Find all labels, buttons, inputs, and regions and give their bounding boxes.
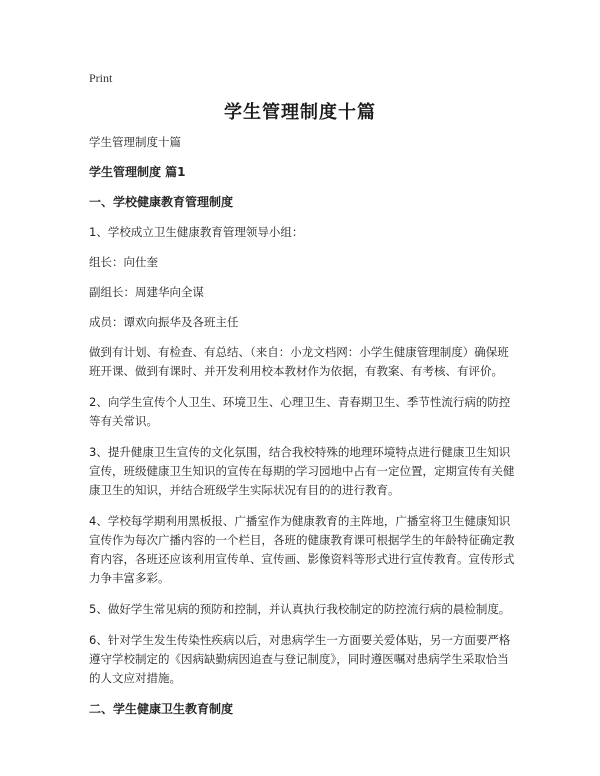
paragraph: 2、向学生宣传个人卫生、环境卫生、心理卫生、青春期卫生、季节性流行病的防控等有关常识。 (89, 395, 511, 428)
section-heading: 学生管理制度 篇1 (89, 165, 186, 179)
print-label: Print (89, 71, 113, 85)
paragraph: 6、针对学生发生传染性疾病以后，对患病学生一方面要关爱体贴，另一方面要严格遵守学校制定的《因病缺勤病因追查与登记制度》，同时遵医嘱对患病学生采取恰当的人文应对措施。 (89, 633, 511, 685)
paragraph: 学生管理制度十篇 (89, 135, 181, 149)
paragraph: 5、做好学生常见病的预防和控制，并认真执行我校制定的防控流行病的晨检制度。 (89, 602, 511, 616)
paragraph: 1、学校成立卫生健康教育管理领导小组： (89, 225, 304, 239)
paragraph: 做到有计划、有检查、有总结、（来自：小龙文档网：小学生健康管理制度）确保班班开课、做到有课时、并开发利用校本教材作为依据，有教案、有考核、有评价。 (89, 345, 509, 378)
paragraph: 组长：向仕奎 (89, 255, 158, 269)
paragraph: 成员：谭欢向振华及各班主任 (89, 315, 239, 329)
paragraph: 4、学校每学期利用黑板报、广播室作为健康教育的主阵地，广播室将卫生健康知识宣传作为每次广播内容的一个栏目，各班的健康教育课可根据学生的年龄特征确定教育内容，各班还应该利用宣传单、宣传画、影像资料等形式进行宣传教育。宣传形式力争丰富多彩。 (89, 514, 515, 585)
section-heading: 二、学生健康卫生教育制度 (89, 702, 234, 716)
document-body (89, 133, 515, 730)
paragraph: 3、提升健康卫生宣传的文化氛围，结合我校特殊的地理环境特点进行健康卫生知识宣传，班级健康卫生知识的宣传在每期的学习园地中占有一定位置，定期宣传有关健康卫生的知识，并结合班级学生实际状况有目的的进行教育。 (89, 445, 515, 497)
document-title: 学生管理制度十篇 (224, 102, 376, 123)
paragraph: 副组长：周建华向全谋 (89, 285, 204, 299)
section-heading: 一、学校健康教育管理制度 (89, 195, 234, 209)
